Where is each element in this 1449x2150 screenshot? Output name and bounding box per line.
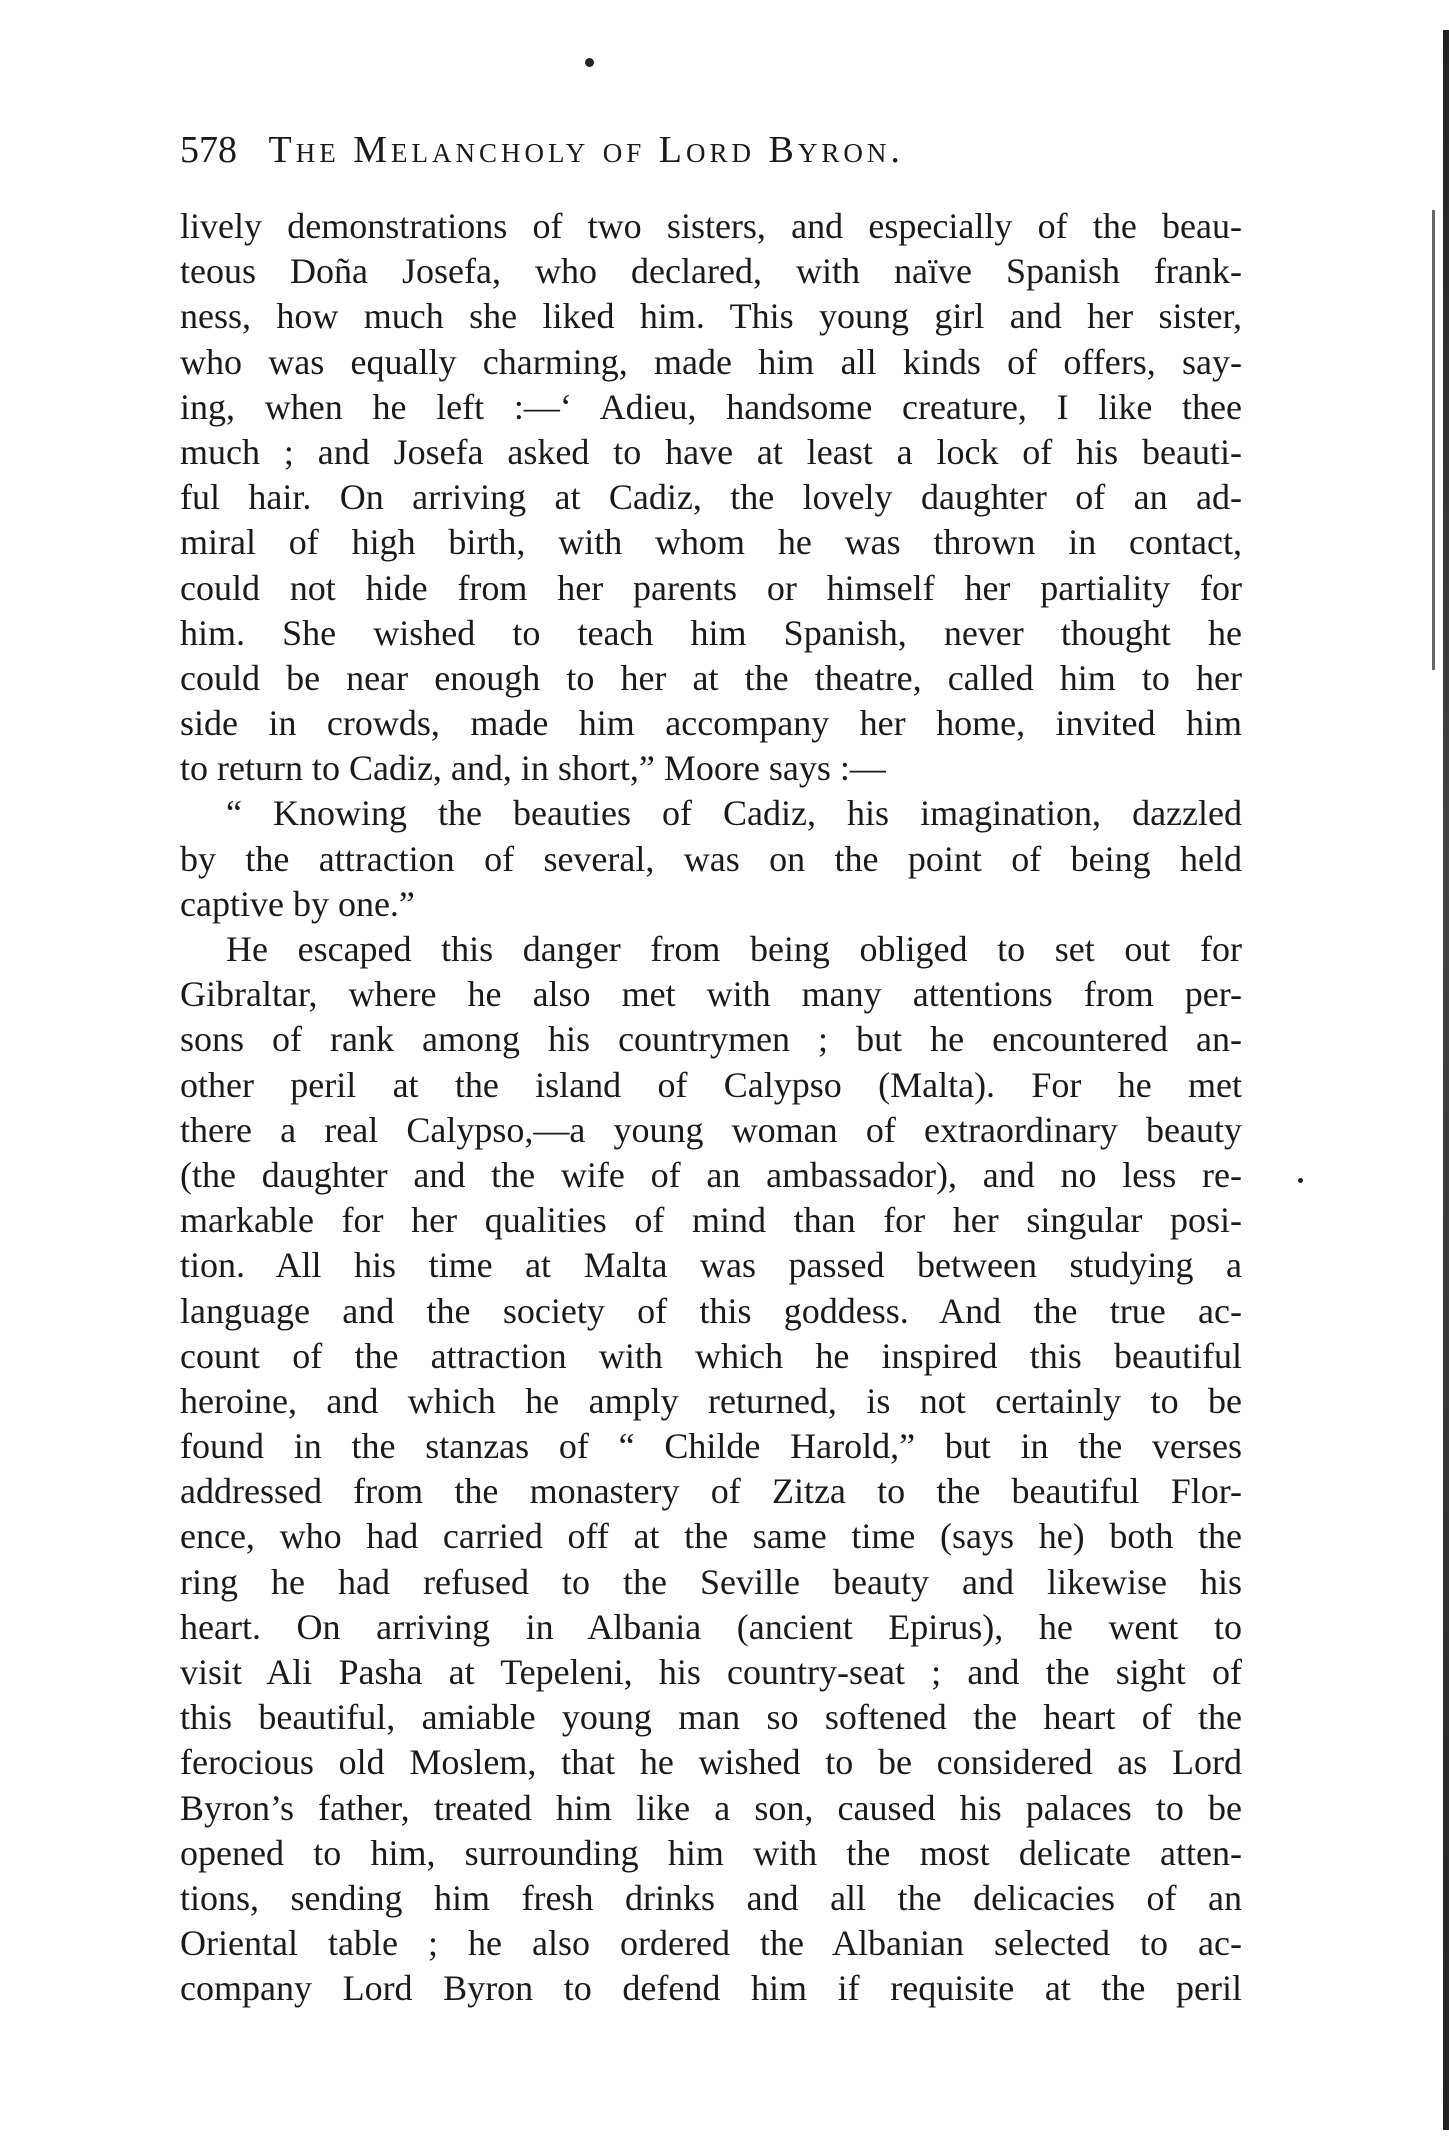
text-line: ring he had refused to the Seville beauty and likewise his	[180, 1561, 1242, 1602]
text-line: could be near enough to her at the theatre, called him to her	[180, 657, 1242, 698]
scan-speck	[1298, 1178, 1303, 1183]
text-line: Oriental table ; he also ordered the Albanian selected to ac-	[180, 1923, 1242, 1964]
text-line: ness, how much she liked him. This young girl and her sister,	[180, 296, 1242, 337]
text-line: company Lord Byron to defend him if requisite at the peril	[180, 1968, 1242, 2009]
scan-speck	[585, 58, 594, 67]
text-line: ing, when he left :—‘ Adieu, handsome creature, I like thee	[180, 386, 1242, 427]
text-line: visit Ali Pasha at Tepeleni, his country-seat ; and the sight of	[180, 1652, 1242, 1692]
text-line: captive by one.”	[180, 883, 415, 924]
text-line: heroine, and which he amply returned, is not certainly to be	[180, 1380, 1242, 1421]
text-line: found in the stanzas of “ Childe Harold,” but in the verses	[180, 1426, 1242, 1467]
text-line: Byron’s father, treated him like a son, caused his palaces to be	[180, 1787, 1242, 1828]
text-line: ful hair. On arriving at Cadiz, the lovely daughter of an ad-	[180, 477, 1242, 518]
text-line: He escaped this danger from being obliged to set out for	[226, 929, 1242, 969]
text-line: other peril at the island of Calypso (Malta). For he met	[180, 1064, 1242, 1105]
text-line: him. She wished to teach him Spanish, never thought he	[180, 612, 1242, 653]
text-line: opened to him, surrounding him with the most delicate atten-	[180, 1832, 1242, 1873]
page-number: 578	[180, 129, 237, 171]
text-line: heart. On arriving in Albania (ancient Epirus), he went to	[180, 1606, 1242, 1647]
text-line: sons of rank among his countrymen ; but he encountered an-	[180, 1019, 1242, 1060]
scan-edge-shadow	[1443, 30, 1449, 2130]
text-line: “ Knowing the beauties of Cadiz, his imagination, dazzled	[226, 793, 1242, 834]
text-line: who was equally charming, made him all kinds of offers, say-	[180, 341, 1242, 382]
text-line: lively demonstrations of two sisters, and especially of the beau-	[180, 206, 1242, 246]
running-header	[180, 120, 1240, 180]
text-line: ferocious old Moslem, that he wished to be considered as Lord	[180, 1742, 1242, 1783]
body-text	[180, 204, 1242, 2012]
text-line: (the daughter and the wife of an ambassador), and no less re-	[180, 1154, 1242, 1195]
text-line: could not hide from her parents or himself her partiality for	[180, 567, 1242, 608]
text-line: much ; and Josefa asked to have at least a lock of his beauti-	[180, 431, 1242, 472]
text-line: miral of high birth, with whom he was thrown in contact,	[180, 522, 1242, 563]
text-line: Gibraltar, where he also met with many attentions from per-	[180, 974, 1242, 1015]
text-line: addressed from the monastery of Zitza to the beautiful Flor-	[180, 1471, 1242, 1512]
text-line: this beautiful, amiable young man so softened the heart of the	[180, 1697, 1242, 1738]
text-line: side in crowds, made him accompany her home, invited him	[180, 703, 1242, 744]
text-line: count of the attraction with which he inspired this beautiful	[180, 1335, 1242, 1376]
text-line: ence, who had carried off at the same time (says he) both the	[180, 1516, 1242, 1557]
text-line: language and the society of this goddess. And the true ac-	[180, 1290, 1242, 1331]
text-line: markable for her qualities of mind than for her singular posi-	[180, 1200, 1242, 1241]
text-line: there a real Calypso,—a young woman of extraordinary beauty	[180, 1109, 1242, 1150]
text-line: by the attraction of several, was on the point of being held	[180, 838, 1242, 879]
scan-edge-line	[1432, 210, 1435, 670]
running-title: The Melancholy of Lord Byron.	[268, 129, 904, 171]
text-line: teous Doña Josefa, who declared, with naïve Spanish frank-	[180, 251, 1242, 292]
text-line: tions, sending him fresh drinks and all the delicacies of an	[180, 1877, 1242, 1918]
text-line: to return to Cadiz, and, in short,” Moore says :—	[180, 748, 886, 789]
text-line: tion. All his time at Malta was passed between studying a	[180, 1245, 1242, 1286]
